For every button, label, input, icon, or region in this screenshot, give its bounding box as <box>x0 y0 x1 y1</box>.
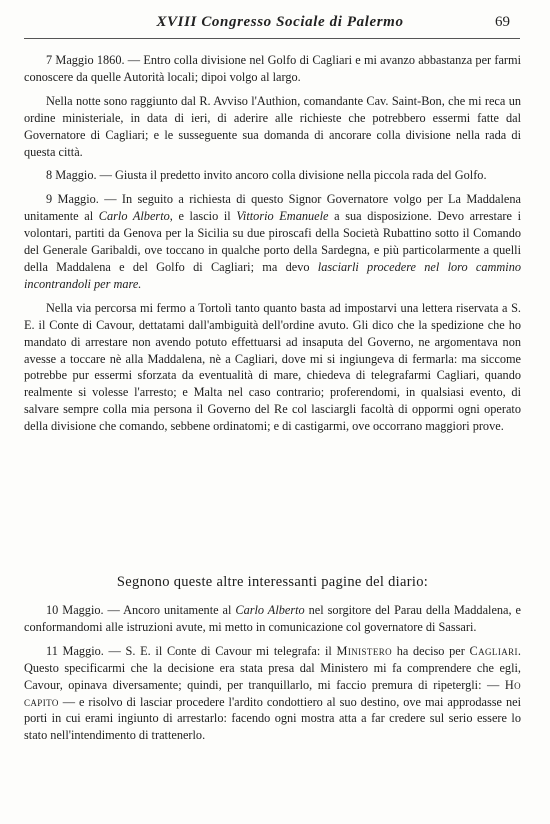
word-ministero: Ministero <box>336 643 393 658</box>
entry-9-maggio <box>24 191 521 292</box>
entry-11-text-d: — e risolvo di lasciar procedere l'ardito condottiero al suo destino, ove mai approdasse nei porti in cui erami ingiunto di arrestarlo: facendo ogni mostra atta a far credere sul serio essere lo stato nell'intendimento di trattenerlo. <box>24 694 521 743</box>
diary-entries-bottom <box>24 602 521 751</box>
section-heading: Segnono queste altre interessanti pagine del diario: <box>116 574 429 590</box>
page-number: 69 <box>495 14 510 30</box>
entry-8-maggio: 8 Maggio. — Giusta il predetto invito ancoro colla divisione nella piccola rada del Golfo. <box>46 168 487 183</box>
entry-nella-notte: Nella notte sono raggiunto dal R. Avviso l'Authion, comandante Cav. Saint-Bon, che mi reca un ordine ministeriale, in data di ieri, di aderire alle richieste che potrebbero essermi fatte dal Governatore di Cagliari; e le susseguente sua domanda di ancorare colla divisione nella rada di questa città. <box>24 93 521 159</box>
entry-9-italic-order: lasciarli procedere nel loro cammino incontrandoli per mare. <box>24 259 521 291</box>
diary-entries-top <box>24 52 521 442</box>
entry-7-maggio: 7 Maggio 1860. — Entro colla divisione nel Golfo di Cagliari e mi avanzo abbastanza per farmi conoscere da quelle Autorità locali; dipoi volgo al largo. <box>24 53 521 84</box>
entry-11-text-c: . Questo specificarmi che la decisione era stata presa dal Ministero mi fa comprendere che egli, Cavour, opinava diversamente; quindi, per tranquillarlo, mi faccio premura di ripetergli: — <box>24 643 521 692</box>
ship-name-carlo-alberto-2: Carlo Alberto <box>235 603 305 617</box>
entry-11-maggio <box>24 643 521 744</box>
entry-9-text-a: 9 Maggio. — In seguito a richiesta di questo Signor Governatore volgo per La Maddalena unitamente al <box>24 192 521 224</box>
entry-11-text-a: 11 Maggio. — S. E. il Conte di Cavour mi telegrafa: il <box>46 643 337 658</box>
running-title: XVIII Congresso Sociale di Palermo <box>156 14 404 30</box>
entry-10-text-a: 10 Maggio. — Ancoro unitamente al <box>46 603 236 617</box>
entry-10-maggio <box>24 602 521 636</box>
header-rule <box>24 38 520 39</box>
entry-11-text-b: ha deciso per <box>392 643 470 658</box>
word-cagliari: Cagliari <box>469 643 518 658</box>
entry-9-text-c: a sua disposizione. Devo arrestare i volontari, partiti da Genova per la Sicilia su due piroscafi della Società Rubattino sotto il Comando del Generale Garibaldi, ove toccano in qualche porto della Sardegna, e più particolarmente a quelli della Maddalena e del Golfo di Cagliari; ma devo <box>24 209 522 274</box>
entry-10-text-b: nel sorgitore del Parau della Maddalena, e conformandomi alle istruzioni avute, mi metto in comunicazione col governatore di Sassari. <box>24 603 521 634</box>
entry-9-text-b: , e lascio il <box>169 209 237 224</box>
ship-name-carlo-alberto: Carlo Alberto <box>98 209 170 224</box>
entry-tortoli: Nella via percorsa mi fermo a Tortolì tanto quanto basta ad impostarvi una lettera riservata a S. E. il Conte di Cavour, dettatami dall'ambiguità dell'ordine avuto. Gli dico che la spedizione che ho mandato di arrestare non avendo potuto effettuarsi ad insaputa del Governo, ne argomentava non avesse a toccare nè alla Maddalena, nè a Cagliari, dove mi si ingiungeva di fermarla: ma siccome potrebbe pur essermi sforzata da eventualità di mare, chiedeva di telegrafarmi Cagliari, quando realmente si volesse l'arresto; e Malta nel caso contrario; proferendomi, in qualsiasi evento, di salvare sempre colla mia persona il Governo del Re col lasciargli facoltà di oppormi ogni operato della divisione che comando, sebbene ordinatomi; e di castigarmi, ove occorrano maggiori prove. <box>24 300 521 434</box>
ship-name-vittorio-emanuele: Vittorio Emanuele <box>236 209 329 224</box>
phrase-ho-capito: Ho capito <box>24 677 521 709</box>
